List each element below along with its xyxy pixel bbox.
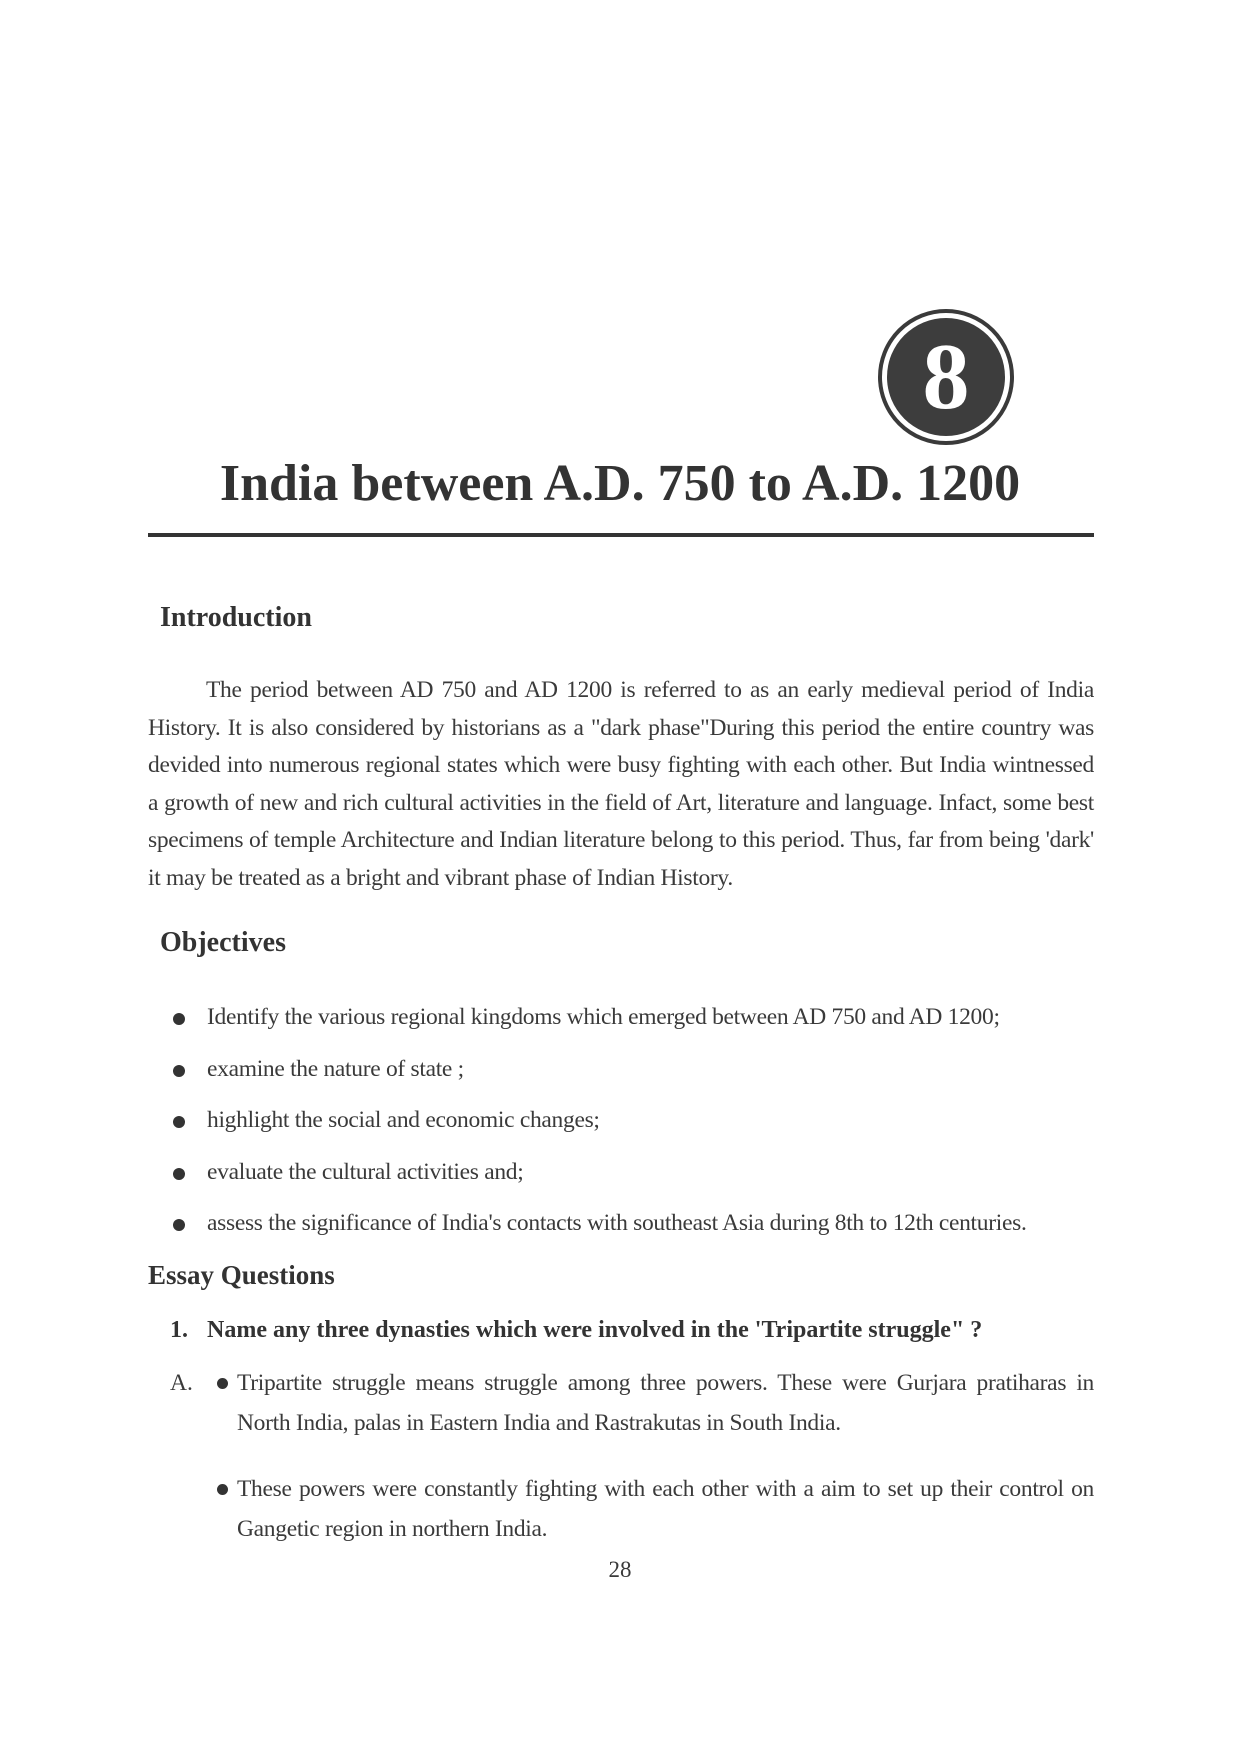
page-number: 28 (608, 1557, 632, 1582)
chapter-number-badge (878, 309, 1014, 445)
bullet-icon (173, 1168, 185, 1180)
objective-item (170, 1103, 1090, 1155)
introduction-paragraph: The period between AD 750 and AD 1200 is referred to as an early medieval period of India History. It is also considered by historians as a "dark phase"During this period the entire country was devided into numerous regional states which were busy fighting with each other. But India wintnessed a growth of new and rich cultural activities in the field of Art, literature and language. Infact, some best specimens of temple Architecture and Indian literature belong to this period. Thus, far from being 'dark' it may be treated as a bright and vibrant phase of Indian History. (148, 677, 1094, 891)
objective-item (170, 1052, 1090, 1104)
objective-text: examine the nature of state ; (207, 1055, 464, 1082)
answer-point-text: Tripartite struggle means struggle among three powers. These were Gurjara pratiharas in North India, palas in Eastern India and Rastrakutas in South India. (237, 1370, 1094, 1436)
bullet-icon (173, 1065, 185, 1077)
answer-point (237, 1363, 1094, 1443)
essay-questions-heading: Essay Questions (148, 1260, 335, 1290)
essay-question (170, 1313, 1090, 1347)
chapter-number: 8 (887, 318, 1005, 436)
bullet-icon (173, 1116, 185, 1128)
bullet-icon (217, 1484, 228, 1495)
answer-point (237, 1469, 1094, 1549)
objectives-heading: Objectives (160, 927, 286, 958)
objective-item (170, 1206, 1090, 1258)
question-text: Name any three dynasties which were involved in the 'Tripartite struggle" ? (207, 1317, 983, 1343)
objective-text: evaluate the cultural activities and; (207, 1158, 524, 1185)
objective-text: assess the significance of India's contacts with southeast Asia during 8th to 12th centuries. (207, 1210, 1027, 1236)
bullet-icon (217, 1378, 228, 1389)
objective-text: Identify the various regional kingdoms which emerged between AD 750 and AD 1200; (207, 1004, 1000, 1030)
answer-point-text: These powers were constantly fighting with each other with a aim to set up their control on Gangetic region in northern India. (237, 1476, 1094, 1542)
title-divider (148, 533, 1094, 537)
bullet-icon (173, 1219, 185, 1231)
chapter-title: India between A.D. 750 to A.D. 1200 (219, 455, 1021, 512)
answer-marker: A. (170, 1370, 193, 1396)
objective-item (170, 1000, 1090, 1052)
question-number: 1. (170, 1317, 188, 1343)
objective-text: highlight the social and economic changes; (207, 1107, 600, 1133)
introduction-heading: Introduction (160, 602, 312, 633)
objective-item (170, 1155, 1090, 1207)
bullet-icon (173, 1013, 185, 1025)
objectives-list (170, 1000, 1090, 1258)
